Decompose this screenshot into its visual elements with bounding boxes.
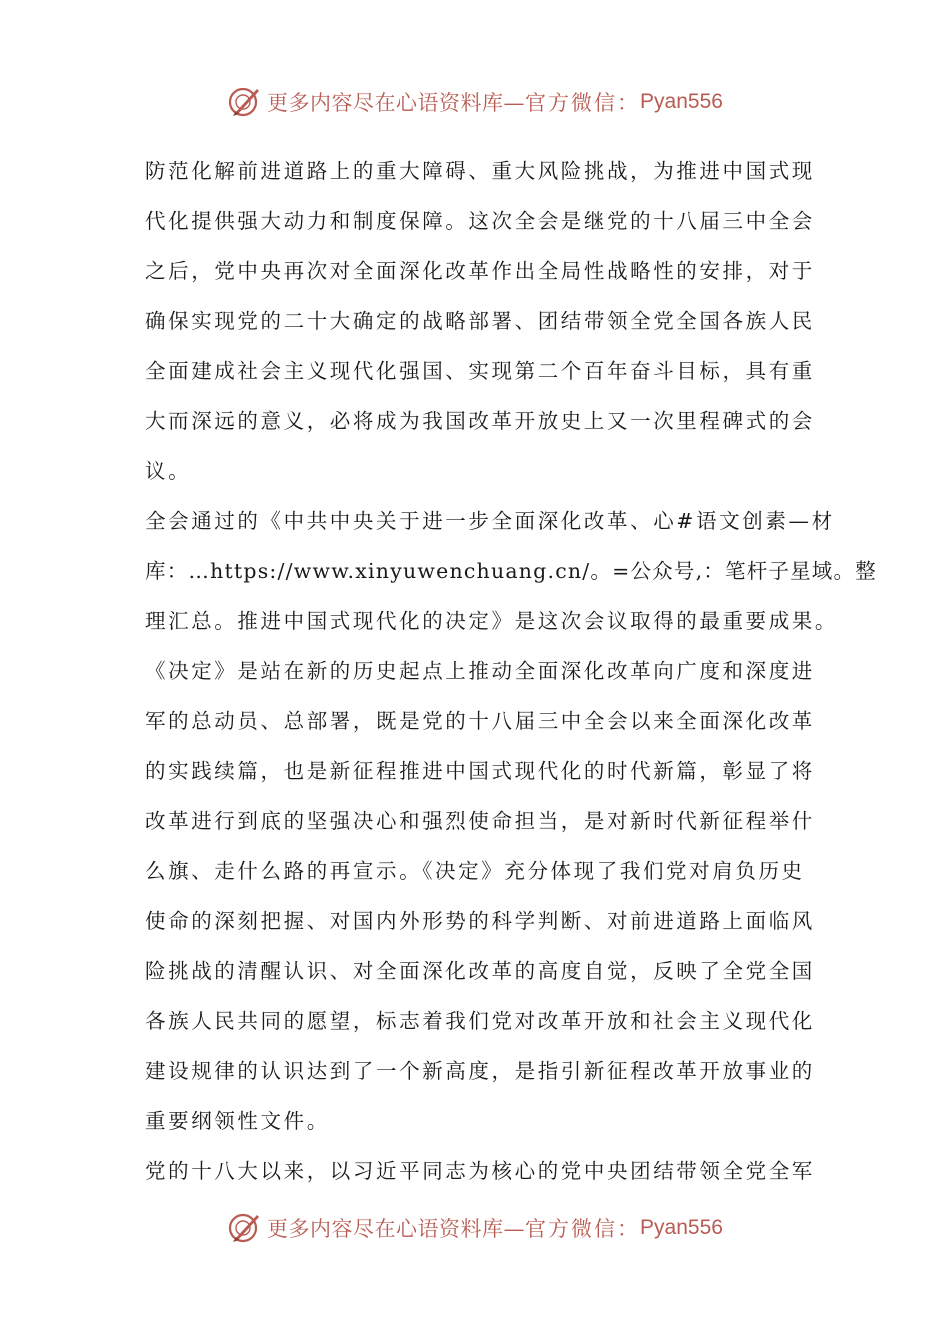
text-line: 险挑战的清醒认识、对全面深化改革的高度自觉，反映了全党全国	[145, 959, 815, 983]
text-line: 确保实现党的二十大确定的战略部署、团结带领全党全国各族人民	[145, 309, 815, 333]
text-line: 全会通过的《中共中央关于进一步全面深化改革、心#语文创素—材	[145, 509, 835, 533]
header-wechat-label: 官方微信：	[525, 91, 641, 115]
text-line: 库：…https://www.xinyuwenchuang.cn/。=公众号,：笔杆子星域。整	[145, 559, 877, 583]
text-line: 防范化解前进道路上的重大障碍、重大风险挑战，为推进中国式现	[145, 159, 815, 183]
text-line: 《决定》是站在新的历史起点上推动全面深化改革向广度和深度进	[145, 659, 815, 683]
text-line: 使命的深刻把握、对国内外形势的科学判断、对前进道路上面临风	[145, 909, 815, 933]
footer-watermark	[0, 1208, 950, 1248]
header-wechat-id: Pyan556	[640, 90, 723, 113]
text-line: 建设规律的认识达到了一个新高度，是指引新征程改革开放事业的	[145, 1059, 815, 1083]
header-brand-text: 更多内容尽在心语资料库—	[267, 91, 526, 115]
pen-logo-icon	[227, 1211, 261, 1245]
text-line: 重要纲领性文件。	[145, 1109, 330, 1133]
header-watermark	[0, 82, 950, 122]
footer-brand-text: 更多内容尽在心语资料库—	[267, 1217, 526, 1241]
text-line: 党的十八大以来，以习近平同志为核心的党中央团结带领全党全军	[145, 1159, 815, 1183]
text-line: 理汇总。推进中国式现代化的决定》是这次会议取得的最重要成果。	[145, 609, 838, 633]
pen-logo-icon	[227, 85, 261, 119]
footer-wechat-label: 官方微信：	[525, 1217, 641, 1241]
text-line: 改革进行到底的坚强决心和强烈使命担当，是对新时代新征程举什	[145, 809, 815, 833]
text-line: 议。	[145, 459, 192, 483]
footer-wechat-id: Pyan556	[640, 1216, 723, 1239]
text-line: 代化提供强大动力和制度保障。这次全会是继党的十八届三中全会	[145, 209, 815, 233]
document-body	[145, 146, 877, 1196]
text-line: 军的总动员、总部署，既是党的十八届三中全会以来全面深化改革	[145, 709, 815, 733]
text-line: 之后，党中央再次对全面深化改革作出全局性战略性的安排，对于	[145, 259, 815, 283]
text-line: 么旗、走什么路的再宣示。《决定》充分体现了我们党对肩负历史	[145, 859, 805, 883]
text-line: 大而深远的意义，必将成为我国改革开放史上又一次里程碑式的会	[145, 409, 815, 433]
text-line: 的实践续篇，也是新征程推进中国式现代化的时代新篇，彰显了将	[145, 759, 815, 783]
text-line: 各族人民共同的愿望，标志着我们党对改革开放和社会主义现代化	[145, 1009, 815, 1033]
text-line: 全面建成社会主义现代化强国、实现第二个百年奋斗目标，具有重	[145, 359, 815, 383]
